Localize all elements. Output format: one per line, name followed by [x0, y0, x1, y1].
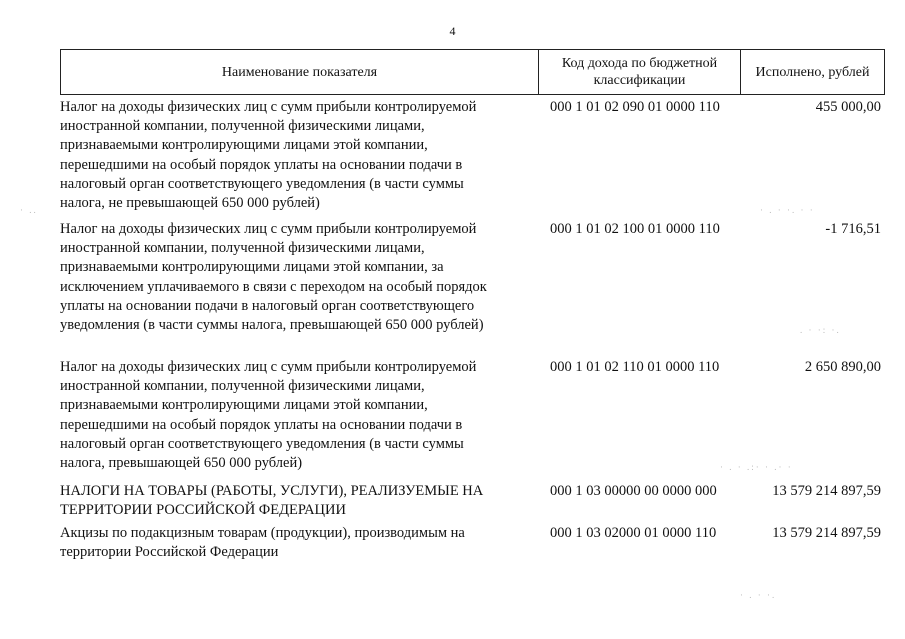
name-line: Налог на доходы физических лиц с сумм прибыли контролируемой: [60, 221, 477, 237]
scan-speckle: · . · ·.: [740, 590, 777, 600]
name-line: перешедшими на особый порядок уплаты на основании подачи в: [60, 156, 463, 173]
name-line: НАЛОГИ НА ТОВАРЫ (РАБОТЫ, УСЛУГИ), РЕАЛИЗУЕМЫЕ НА: [60, 483, 484, 499]
indicator-name: [60, 98, 530, 213]
executed-amount: 455 000,00: [815, 99, 881, 115]
executed-amount: 13 579 214 897,59: [772, 483, 881, 499]
name-line: налоговый орган соответствующего уведомления (в части суммы: [60, 175, 464, 192]
name-line: территории Российской Федерации: [60, 544, 279, 561]
indicator-name: [60, 482, 530, 520]
name-line: признаваемыми контролирующими лицами этой компании,: [60, 137, 428, 154]
indicator-name: [60, 358, 530, 473]
header-amount-cell: [741, 50, 884, 94]
executed-amount: 13 579 214 897,59: [772, 525, 881, 541]
name-line: иностранной компании, полученной физическими лицами,: [60, 378, 425, 395]
header-code-label: [562, 55, 717, 89]
executed-amount: 2 650 890,00: [804, 359, 881, 375]
executed-amount: -1 716,51: [825, 221, 881, 237]
scan-speckle: · . · .:· · .· ·: [720, 462, 793, 472]
indicator-name: [60, 524, 530, 562]
name-line: признаваемыми контролирующими лицами этой компании,: [60, 397, 428, 414]
income-code: 000 1 01 02 100 01 0000 110: [550, 221, 720, 237]
name-line: Налог на доходы физических лиц с сумм прибыли контролируемой: [60, 359, 477, 375]
name-line: исключением уплачиваемого в связи с переходом на особый порядок: [60, 278, 487, 295]
name-line: Акцизы по подакцизным товарам (продукции), производимым на: [60, 525, 465, 541]
income-code: 000 1 03 02000 01 0000 110: [550, 525, 717, 541]
income-code: 000 1 01 02 110 01 0000 110: [550, 359, 720, 375]
scan-speckle: . · ·: ·.: [800, 325, 841, 335]
name-line: уплаты на основании подачи в налоговый орган соответствующего: [60, 297, 475, 314]
header-amount-label: Исполнено, рублей: [755, 64, 870, 80]
header-code-cell: [539, 50, 741, 94]
header-name-label: Наименование показателя: [221, 64, 378, 80]
header-code-line: Код дохода по бюджетной: [561, 56, 718, 71]
name-line: иностранной компании, полученной физическими лицами,: [60, 118, 425, 135]
name-line: Налог на доходы физических лиц с сумм прибыли контролируемой: [60, 99, 477, 115]
name-line: перешедшими на особый порядок уплаты на основании подачи в: [60, 416, 463, 433]
header-name-cell: [61, 50, 539, 94]
name-line: уведомления (в части суммы налога, превышающей 650 000 рублей): [60, 317, 484, 334]
table-header: [60, 49, 885, 95]
page-number: 4: [449, 24, 456, 38]
income-code: 000 1 01 02 090 01 0000 110: [550, 99, 720, 115]
name-line: признаваемыми контролирующими лицами этой компании, за: [60, 259, 444, 276]
name-line: иностранной компании, полученной физическими лицами,: [60, 240, 425, 257]
income-code: 000 1 03 00000 00 0000 000: [550, 483, 717, 499]
scan-speckle: · . · ·. · ·: [760, 205, 815, 215]
scan-speckle: · ..: [20, 205, 38, 215]
name-line: налоговый орган соответствующего уведомления (в части суммы: [60, 435, 464, 452]
name-line: ТЕРРИТОРИИ РОССИЙСКОЙ ФЕДЕРАЦИИ: [60, 502, 346, 519]
indicator-name: [60, 220, 530, 335]
header-code-line: классификации: [593, 73, 686, 88]
name-line: налога, не превышающей 650 000 рублей): [60, 195, 320, 212]
name-line: налога, превышающей 650 000 рублей): [60, 455, 303, 472]
